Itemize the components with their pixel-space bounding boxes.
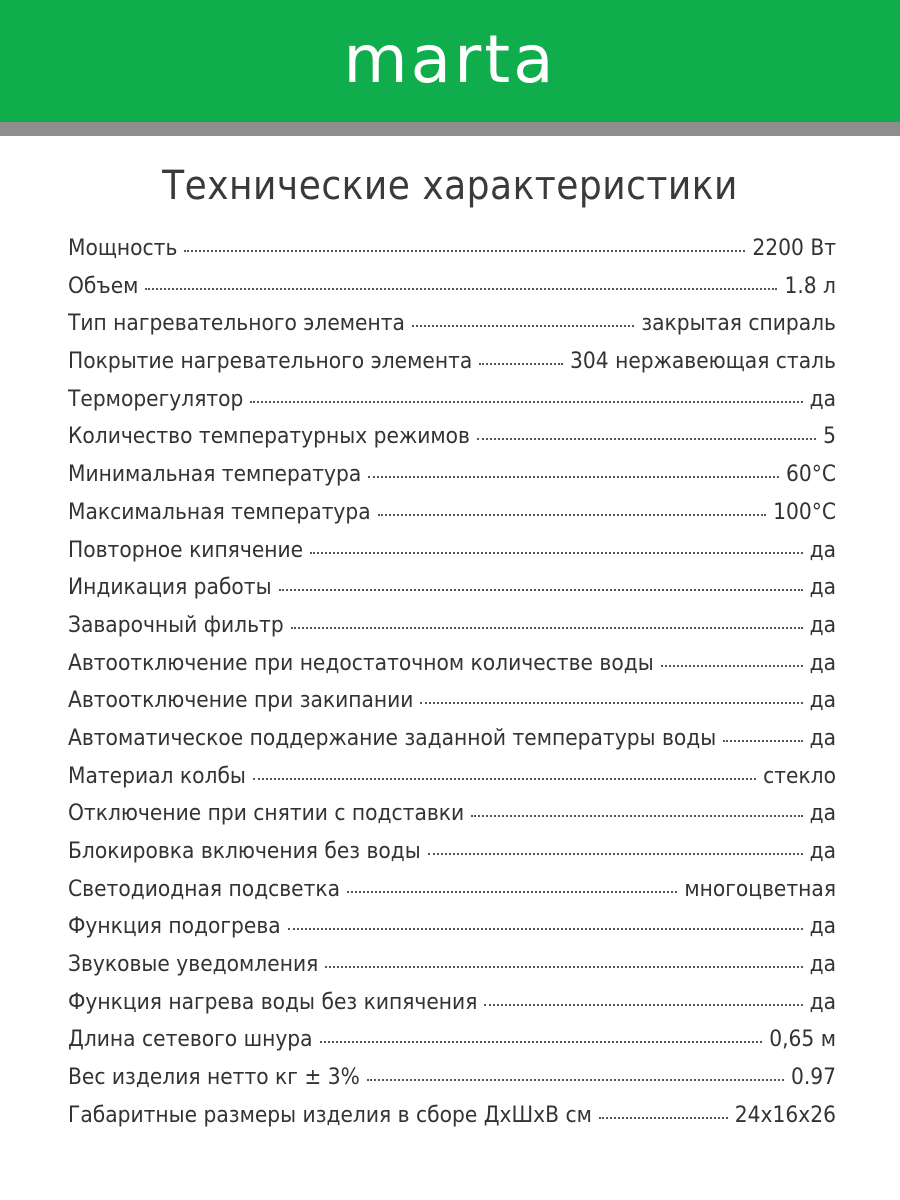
spec-row <box>68 645 836 683</box>
spec-row <box>68 720 836 758</box>
spec-label: Автоотключение при закипании <box>68 687 414 714</box>
spec-value: да <box>809 574 836 601</box>
spec-label: Габаритные размеры изделия в сборе ДхШхВ см <box>68 1101 592 1128</box>
spec-value: 1.8 л <box>784 272 836 299</box>
spec-value: да <box>809 988 836 1015</box>
spec-label: Звуковые уведомления <box>68 951 319 978</box>
spec-value: да <box>809 687 836 714</box>
spec-list <box>68 230 836 1135</box>
spec-label: Функция нагрева воды без кипячения <box>68 988 478 1015</box>
spec-row <box>68 1059 836 1097</box>
spec-row <box>68 494 836 532</box>
spec-leader-dots <box>320 1041 763 1043</box>
spec-leader-dots <box>428 853 803 855</box>
spec-label: Минимальная температура <box>68 461 362 488</box>
spec-row <box>68 456 836 494</box>
spec-row <box>68 230 836 268</box>
spec-label: Отключение при снятии с подставки <box>68 800 465 827</box>
spec-leader-dots <box>471 815 802 817</box>
spec-leader-dots <box>250 401 802 403</box>
spec-label: Автоотключение при недостаточном количестве воды <box>68 649 654 676</box>
spec-value: да <box>809 800 836 827</box>
page-title: Технические характеристики <box>162 163 738 209</box>
spec-value: 100°C <box>773 498 836 525</box>
spec-leader-dots <box>420 702 802 704</box>
spec-value: 0.97 <box>790 1064 836 1091</box>
spec-row <box>68 758 836 796</box>
spec-value: да <box>809 385 836 412</box>
brand-header <box>0 0 900 122</box>
spec-leader-dots <box>599 1117 728 1119</box>
spec-value: да <box>809 649 836 676</box>
spec-row <box>68 418 836 456</box>
spec-leader-dots <box>412 325 634 327</box>
spec-label: Материал колбы <box>68 762 246 789</box>
spec-label: Объем <box>68 272 139 299</box>
brand-logo: marta <box>343 21 557 98</box>
spec-leader-dots <box>477 438 816 440</box>
spec-label: Блокировка включения без воды <box>68 838 421 864</box>
spec-row <box>68 871 836 909</box>
spec-leader-dots <box>484 1004 802 1006</box>
spec-value: 5 <box>823 423 836 450</box>
spec-leader-dots <box>368 476 779 478</box>
spec-row <box>68 984 836 1022</box>
spec-label: Максимальная температура <box>68 498 371 525</box>
spec-leader-dots <box>661 665 803 667</box>
header-stripe <box>0 122 900 136</box>
spec-row <box>68 682 836 720</box>
spec-label: Функция подогрева <box>68 913 281 940</box>
spec-label: Заварочный фильтр <box>68 611 284 638</box>
spec-value: закрытая спираль <box>641 310 836 337</box>
spec-leader-dots <box>279 589 803 591</box>
spec-leader-dots <box>253 778 756 780</box>
spec-row <box>68 305 836 343</box>
spec-label: Повторное кипячение <box>68 536 304 563</box>
spec-leader-dots <box>288 928 803 930</box>
spec-value: да <box>809 724 836 751</box>
spec-value: 60°C <box>785 461 836 488</box>
spec-value: да <box>809 838 836 864</box>
spec-leader-dots <box>479 363 563 365</box>
spec-label: Автоматическое поддержание заданной температуры воды <box>68 724 717 751</box>
spec-leader-dots <box>723 740 802 742</box>
spec-value: многоцветная <box>684 875 836 902</box>
spec-row <box>68 833 836 871</box>
spec-leader-dots <box>347 891 677 893</box>
spec-label: Количество температурных режимов <box>68 423 470 450</box>
spec-row <box>68 343 836 381</box>
spec-label: Длина сетевого шнура <box>68 1026 313 1053</box>
spec-leader-dots <box>184 250 745 252</box>
spec-value: 304 нержавеющая сталь <box>570 348 836 375</box>
spec-leader-dots <box>310 552 802 554</box>
spec-row <box>68 268 836 306</box>
spec-value: 0,65 м <box>769 1026 836 1053</box>
spec-row <box>68 381 836 419</box>
spec-value: 24x16x26 <box>734 1101 836 1128</box>
spec-row <box>68 908 836 946</box>
spec-leader-dots <box>291 627 803 629</box>
spec-row <box>68 795 836 833</box>
spec-row <box>68 1097 836 1135</box>
spec-label: Мощность <box>68 235 178 261</box>
spec-leader-dots <box>325 966 802 968</box>
spec-value: 2200 Вт <box>752 235 836 261</box>
spec-value: да <box>809 951 836 978</box>
spec-label: Вес изделия нетто кг ± 3% <box>68 1064 360 1091</box>
spec-value: да <box>809 536 836 563</box>
spec-leader-dots <box>378 514 766 516</box>
spec-label: Тип нагревательного элемента <box>68 310 405 337</box>
spec-value: стекло <box>763 762 836 789</box>
spec-leader-dots <box>145 288 777 290</box>
spec-value: да <box>809 611 836 638</box>
spec-row <box>68 607 836 645</box>
spec-label: Терморегулятор <box>68 385 244 412</box>
spec-value: да <box>809 913 836 940</box>
spec-row <box>68 569 836 607</box>
spec-row <box>68 1021 836 1059</box>
spec-label: Покрытие нагревательного элемента <box>68 348 473 375</box>
spec-row <box>68 532 836 570</box>
spec-label: Индикация работы <box>68 574 272 601</box>
spec-row <box>68 946 836 984</box>
spec-leader-dots <box>367 1079 784 1081</box>
spec-label: Светодиодная подсветка <box>68 875 341 902</box>
